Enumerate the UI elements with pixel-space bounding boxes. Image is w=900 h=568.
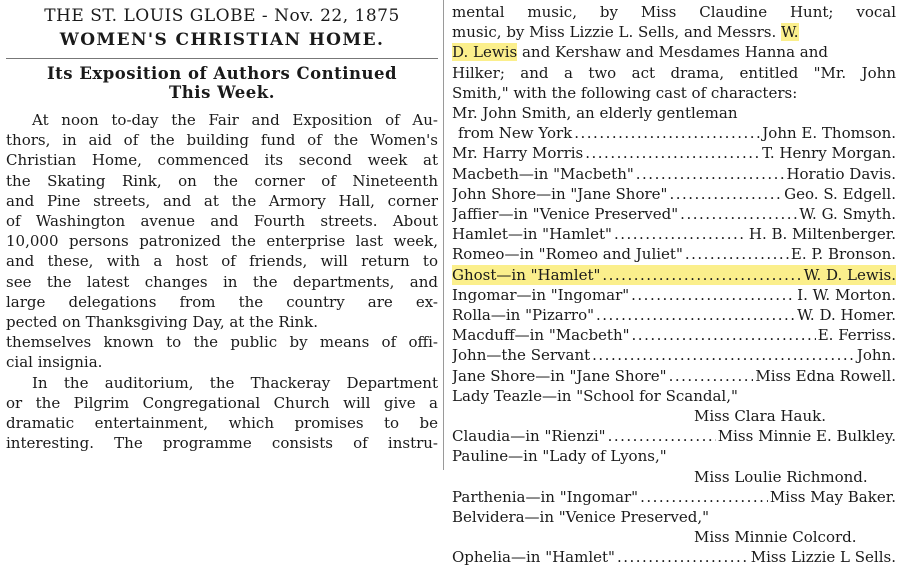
cast-role: Ophelia—in "Hamlet" (452, 548, 615, 567)
cast-role: Macduff—in "Macbeth" (452, 326, 630, 345)
cast-role: Ghost—in "Hamlet" (452, 265, 601, 284)
leader-dots (614, 224, 747, 244)
cast-actor-line: Miss Clara Hauk. (694, 407, 826, 426)
cast-entry (452, 184, 896, 204)
article-line: cial insignia. (6, 353, 103, 372)
cast-entry (452, 325, 896, 345)
cast-role-line: Belvidera—in "Venice Preserved," (452, 508, 710, 527)
headline: WOMEN'S CHRISTIAN HOME. (59, 30, 385, 50)
cast-actor: John E. Thomson. (762, 124, 896, 143)
cast-actor: Miss Lizzie L Sells. (750, 548, 896, 567)
article-line: pected on Thanksgiving Day, at the Rink. (6, 313, 319, 332)
article-line: and these, with a host of friends, will return to (6, 252, 438, 271)
leader-dots (617, 547, 749, 567)
cast-role: Rolla—in "Pizarro" (452, 306, 594, 325)
leader-dots (685, 244, 789, 264)
article-line: mental music, by Miss Claudine Hunt; vocal (452, 3, 896, 21)
leader-dots (680, 204, 797, 224)
article-line: thors, in aid of the building fund of the Women's (6, 131, 438, 150)
headline-rule (6, 58, 438, 59)
article-line: 10,000 persons patronized the enterprise last week, (6, 232, 438, 251)
article-line: At noon to-day the Fair and Exposition of Au- (32, 111, 438, 129)
article-line: of Washington avenue and Fourth streets. About (6, 212, 438, 231)
cast-actor: Horatio Davis. (786, 164, 896, 183)
cast-role: Parthenia—in "Ingomar" (452, 487, 639, 506)
cast-role: Romeo—in "Romeo and Juliet" (452, 245, 683, 264)
masthead: THE ST. LOUIS GLOBE - Nov. 22, 1875 (44, 6, 400, 26)
article-line: Hilker; and a two act drama, entitled "Mr. John (452, 63, 896, 82)
cast-entry (452, 244, 896, 264)
cast-entry (452, 285, 896, 305)
cast-actor: W. D. Lewis. (803, 265, 896, 284)
cast-entry-highlighted (452, 265, 896, 285)
text-run: and Kershaw and Mesdames Hanna and (517, 43, 828, 62)
cast-entry (452, 547, 896, 567)
cast-actor: Geo. S. Edgell. (784, 184, 896, 203)
leader-dots (592, 345, 855, 365)
cast-role: Mr. Harry Morris (452, 144, 584, 163)
cast-actor: Miss May Baker. (769, 487, 896, 506)
cast-role: John—the Servant (452, 346, 591, 365)
article-line: see the latest changes in the departments, and (6, 272, 438, 291)
cast-role: John Shore—in "Jane Shore" (452, 184, 668, 203)
article-line (452, 42, 896, 62)
leader-dots (585, 143, 760, 163)
cast-role: Hamlet—in "Hamlet" (452, 225, 612, 244)
cast-entry (452, 123, 896, 143)
cast-entry (452, 426, 896, 446)
article-line: large delegations from the country are ex- (6, 292, 438, 311)
cast-role-line: Lady Teazle—in "School for Scandal," (452, 386, 738, 405)
cast-entry (452, 204, 896, 224)
cast-entry (452, 487, 896, 507)
leader-dots (602, 265, 801, 285)
cast-entry (452, 143, 896, 163)
article-line (452, 22, 896, 42)
right-column (452, 2, 896, 568)
subhead-line-1: Its Exposition of Authors Continued (46, 64, 398, 83)
cast-actor-line: Miss Minnie Colcord. (694, 528, 857, 547)
column-divider (443, 0, 444, 470)
cast-role: Jane Shore—in "Jane Shore" (452, 366, 667, 385)
leader-dots (636, 164, 785, 184)
cast-role: Jaffier—in "Venice Preserved" (452, 205, 679, 224)
article-line: interesting. The programme consists of instru- (6, 434, 438, 453)
cast-entry (452, 224, 896, 244)
article-line: and Pine streets, and at the Armory Hall, corner (6, 191, 438, 210)
cast-role: from New York (458, 124, 573, 143)
cast-actor: E. P. Bronson. (790, 245, 896, 264)
cast-role: Macbeth—in "Macbeth" (452, 164, 634, 183)
leader-dots (669, 184, 782, 204)
cast-actor: I. W. Morton. (797, 285, 896, 304)
article-line: In the auditorium, the Thackeray Department (32, 373, 438, 392)
article-line: or the Pilgrim Congregational Church will give a (6, 393, 438, 412)
article-line: the Skating Rink, on the corner of Nineteenth (6, 171, 438, 190)
article-line: Smith," with the following cast of characters: (452, 83, 798, 102)
cast-actor-line: Miss Loulie Richmond. (694, 467, 868, 486)
cast-actor: W. D. Homer. (797, 306, 896, 325)
cast-actor: Miss Edna Rowell. (755, 366, 896, 385)
cast-actor: H. B. Miltenberger. (748, 225, 896, 244)
article-line: Christian Home, commenced its second week at (6, 151, 438, 170)
cast-entry (452, 164, 896, 184)
cast-actor: E. Ferriss. (817, 326, 896, 345)
leader-dots (574, 123, 760, 143)
cast-entry (452, 366, 896, 386)
cast-actor: W. G. Smyth. (799, 205, 896, 224)
cast-role-line: Pauline—in "Lady of Lyons," (452, 447, 667, 466)
highlighted-name: D. Lewis (452, 43, 518, 62)
text-run: music, by Miss Lizzie L. Sells, and Messrs. (452, 23, 777, 42)
article-line: themselves known to the public by means of offi- (6, 333, 438, 352)
cast-role: Claudia—in "Rienzi" (452, 427, 606, 446)
highlighted-name: W. (781, 23, 799, 42)
subhead-line-2: This Week. (169, 83, 275, 102)
article-line: dramatic entertainment, which promises to be (6, 414, 438, 433)
leader-dots (608, 426, 716, 446)
cast-entry (452, 305, 896, 325)
cast-entry (452, 345, 896, 365)
leader-dots (631, 285, 795, 305)
leader-dots (640, 487, 768, 507)
cast-actor: T. Henry Morgan. (762, 144, 896, 163)
leader-dots (596, 305, 795, 325)
article-line: Mr. John Smith, an elderly gentleman (452, 104, 738, 123)
left-column (6, 4, 438, 453)
cast-actor: Miss Minnie E. Bulkley. (717, 427, 896, 446)
leader-dots (669, 366, 754, 386)
cast-actor: John. (856, 346, 896, 365)
cast-role: Ingomar—in "Ingomar" (452, 285, 630, 304)
leader-dots (632, 325, 816, 345)
